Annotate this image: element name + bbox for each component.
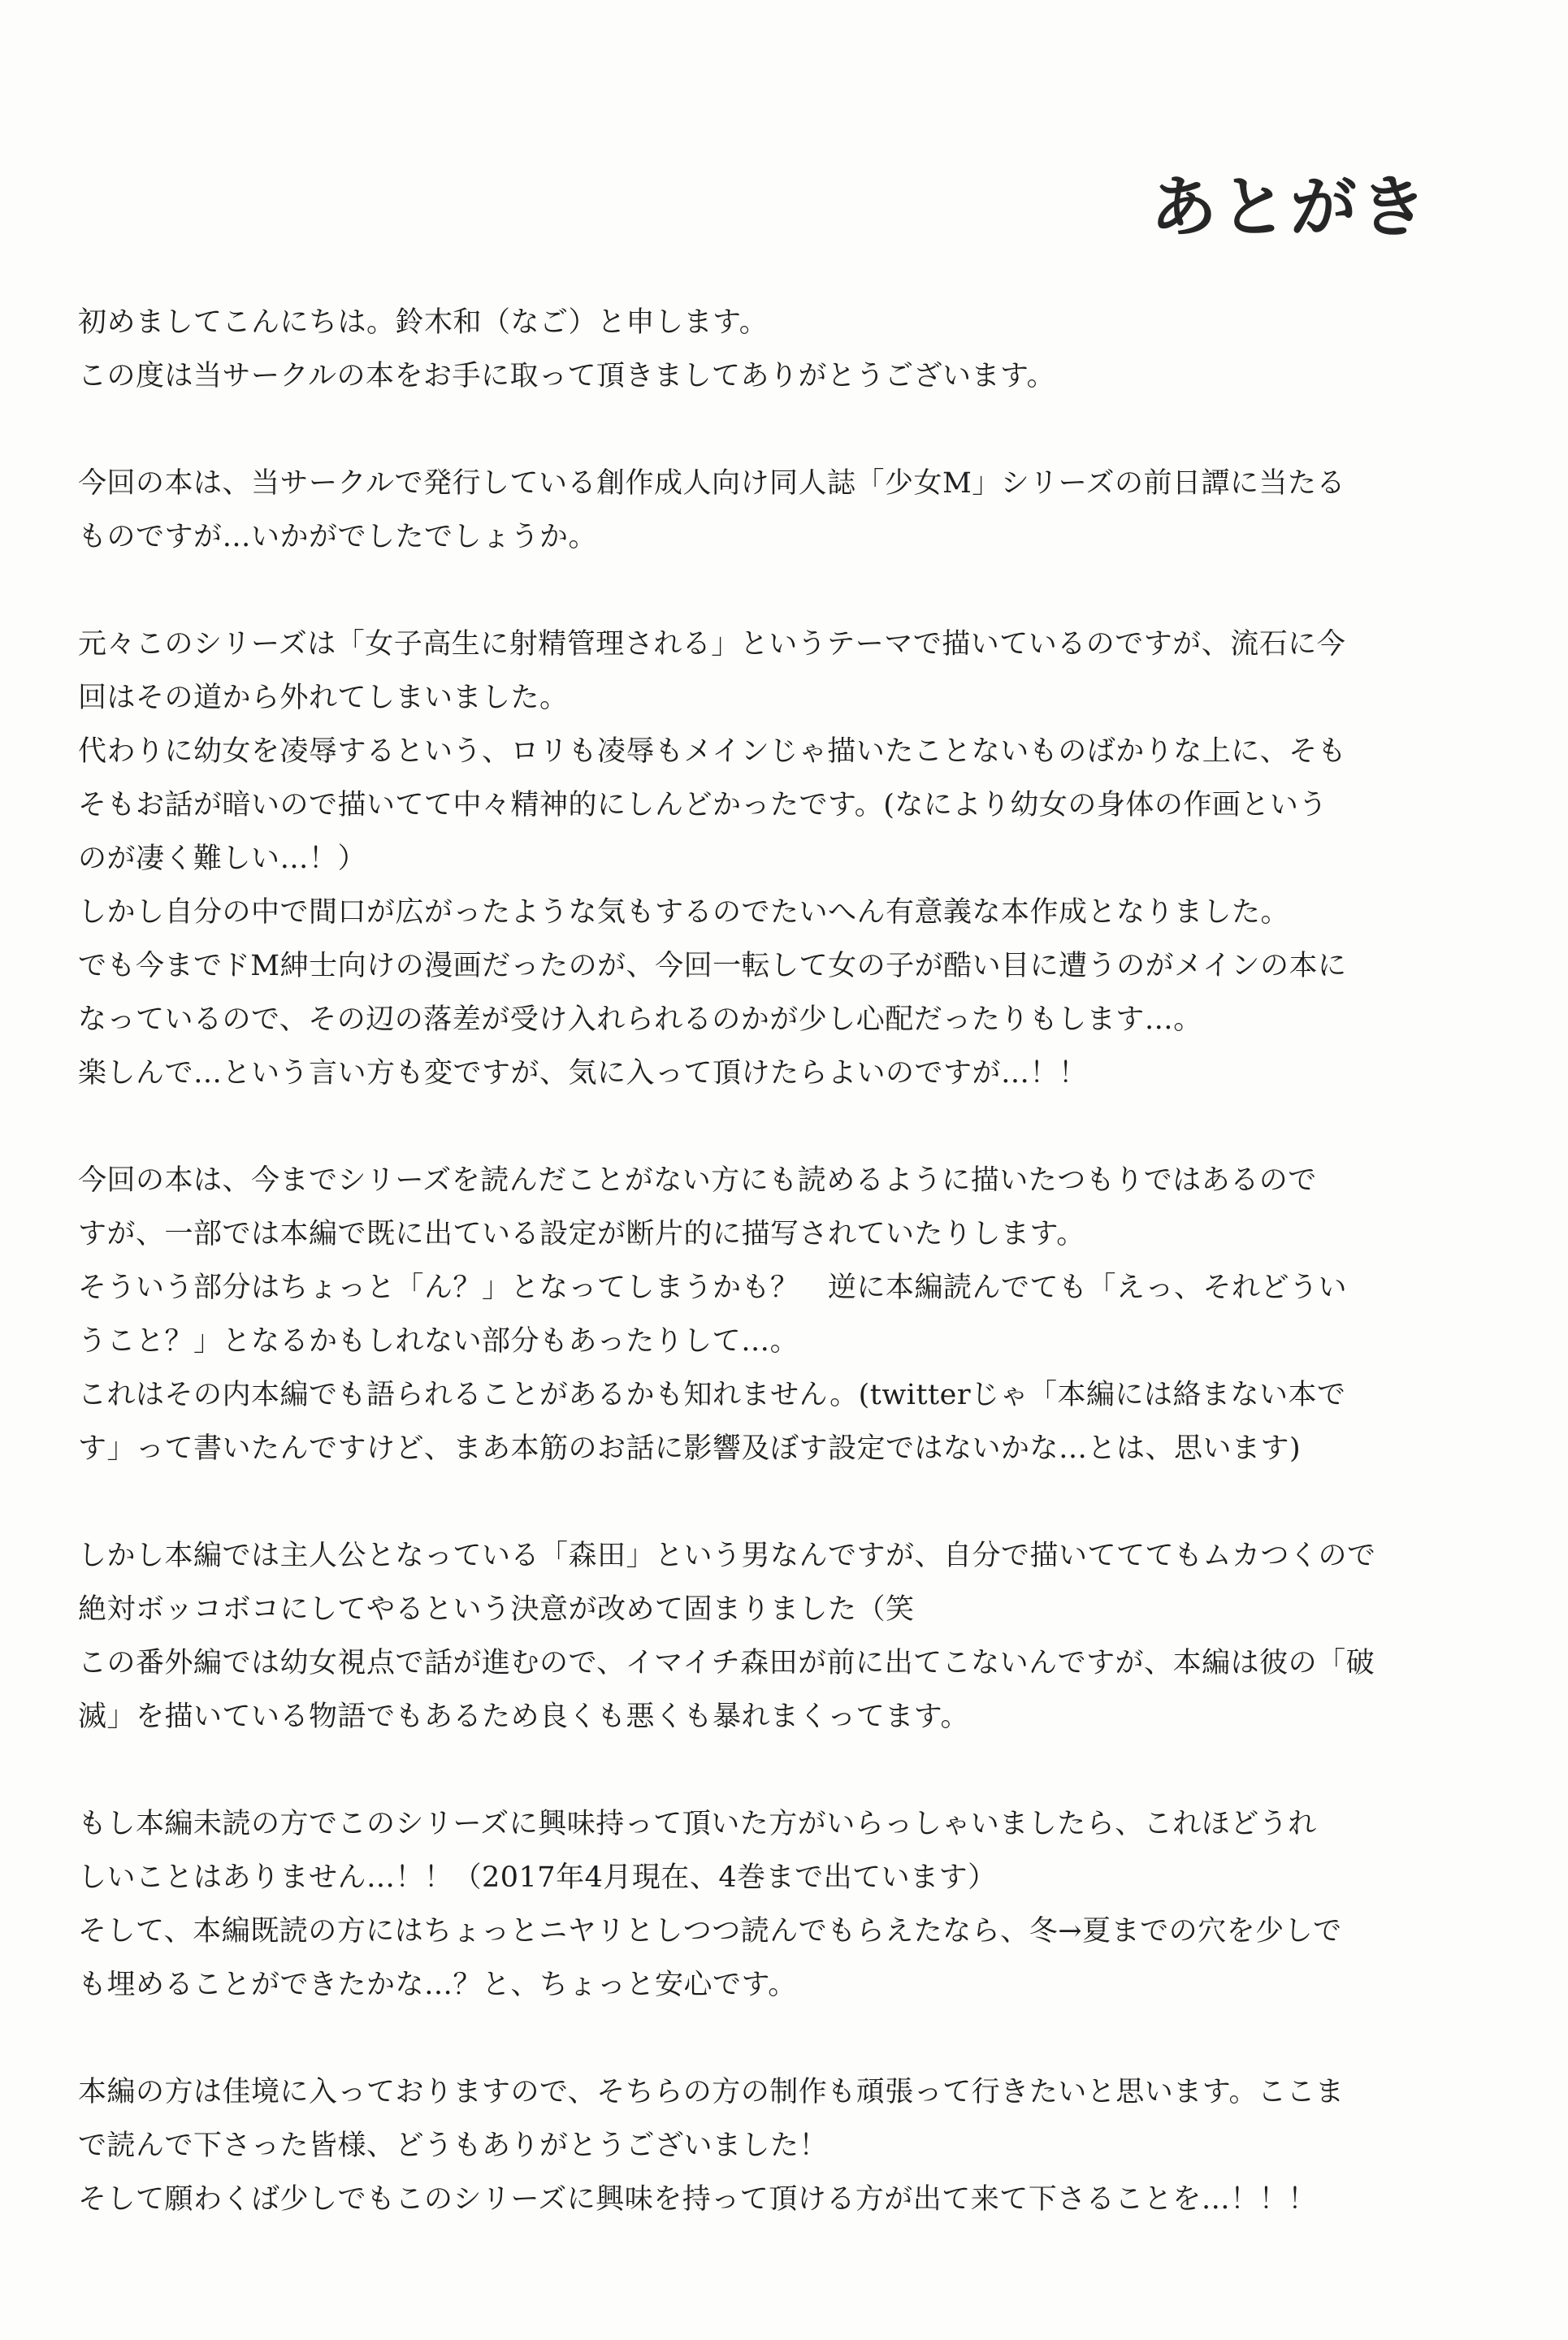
text-line: そして願わくば少しでもこのシリーズに興味を持って頂ける方が出て来て下さることを…！！！: [78, 2183, 1317, 2216]
text-line: 本編の方は佳境に入っておりますので、そちらの方の制作も頑張って行きたいと思います。ここま: [78, 2076, 1345, 2108]
text-line: 元々このシリーズは「女子高生に射精管理される」というテーマで描いているのですが、流石に今: [78, 628, 1346, 661]
text-line: 今回の本は、当サークルで発行している創作成人向け同人誌「少女M」シリーズの前日譚に当たる: [78, 467, 1346, 500]
text-line: 回はその道から外れてしまいました。: [78, 682, 569, 714]
text-line: 楽しんで…という言い方も変ですが、気に入って頂けたらよいのですが…！！: [78, 1057, 1088, 1090]
text-line: 初めましてこんにちは。鈴木和（なご）と申します。: [78, 306, 769, 339]
text-line: 代わりに幼女を凌辱するという、ロリも凌辱もメインじゃ描いたことないものばかりな上に、そも: [78, 735, 1347, 768]
text-line: のが凄く難しい…！）: [78, 843, 367, 875]
text-line: でも今までドM紳士向けの漫画だったのが、今回一転して女の子が酷い目に遭うのがメインの本に: [78, 950, 1347, 982]
paragraph-new-readers: [78, 1797, 1459, 2012]
page-title: あとがき: [1150, 169, 1430, 246]
text-line: 滅」を描いている物語でもあるため良くも悪くも暴れまくってます。: [78, 1701, 970, 1733]
paragraph-morita: [78, 1529, 1459, 1744]
text-line: すが、一部では本編で既に出ている設定が断片的に描写されていたりします。: [78, 1218, 1085, 1250]
text-line: そういう部分はちょっと「ん？」となってしまうかも？ 逆に本編読んでても「えっ、それどうい: [78, 1272, 1348, 1304]
paragraph-series-theme: [78, 618, 1459, 1100]
text-line: す」って書いたんですけど、まあ本筋のお話に影響及ぼす設定ではないかな…とは、思います): [78, 1432, 1302, 1465]
text-line: しかし本編では主人公となっている「森田」という男なんですが、自分で描いてててもムカつくので: [78, 1540, 1376, 1572]
text-line: 絶対ボッコボコにしてやるという決意が改めて固まりました（笑: [78, 1593, 915, 1626]
text-line: うこと？」となるかもしれない部分もあったりして…。: [78, 1325, 799, 1358]
paragraph-greeting: [78, 296, 1459, 403]
text-line: なっているので、その辺の落差が受け入れられるのかが少し心配だったりもします…。: [78, 1003, 1202, 1036]
text-line: もし本編未読の方でこのシリーズに興味持って頂いた方がいらっしゃいましたら、これほどうれ: [78, 1808, 1317, 1840]
paragraph-book-intro: [78, 457, 1459, 564]
text-line: この度は当サークルの本をお手に取って頂きましてありがとうございます。: [78, 360, 1056, 392]
text-line: ものですが…いかがでしたでしょうか。: [78, 521, 598, 553]
afterword-body: [78, 296, 1459, 2280]
text-line: で読んで下さった皆様、どうもありがとうございました！: [78, 2130, 829, 2162]
text-line: 今回の本は、今までシリーズを読んだことがない方にも読めるように描いたつもりではあるので: [78, 1164, 1317, 1197]
text-line: そして、本編既読の方にはちょっとニヤリとしつつ読んでもらえたなら、冬→夏までの穴を少しで: [78, 1915, 1342, 1948]
text-line: も埋めることができたかな…？と、ちょっと安心です。: [78, 1969, 797, 2001]
text-line: そもお話が暗いので描いてて中々精神的にしんどかったです。(なにより幼女の身体の作画という: [78, 789, 1328, 821]
text-line: この番外編では幼女視点で話が進むので、イマイチ森田が前に出てこないんですが、本編は彼の「破: [78, 1647, 1375, 1679]
text-line: しかし自分の中で間口が広がったような気もするのでたいへん有意義な本作成となりました。: [78, 896, 1290, 929]
text-line: しいことはありません…！！（2017年4月現在、4巻まで出ています）: [78, 1861, 997, 1894]
paragraph-closing: [78, 2065, 1459, 2226]
text-line: これはその内本編でも語られることがあるかも知れません。(twitterじゃ「本編には絡まない本で: [78, 1379, 1346, 1411]
paragraph-readability: [78, 1154, 1459, 1476]
